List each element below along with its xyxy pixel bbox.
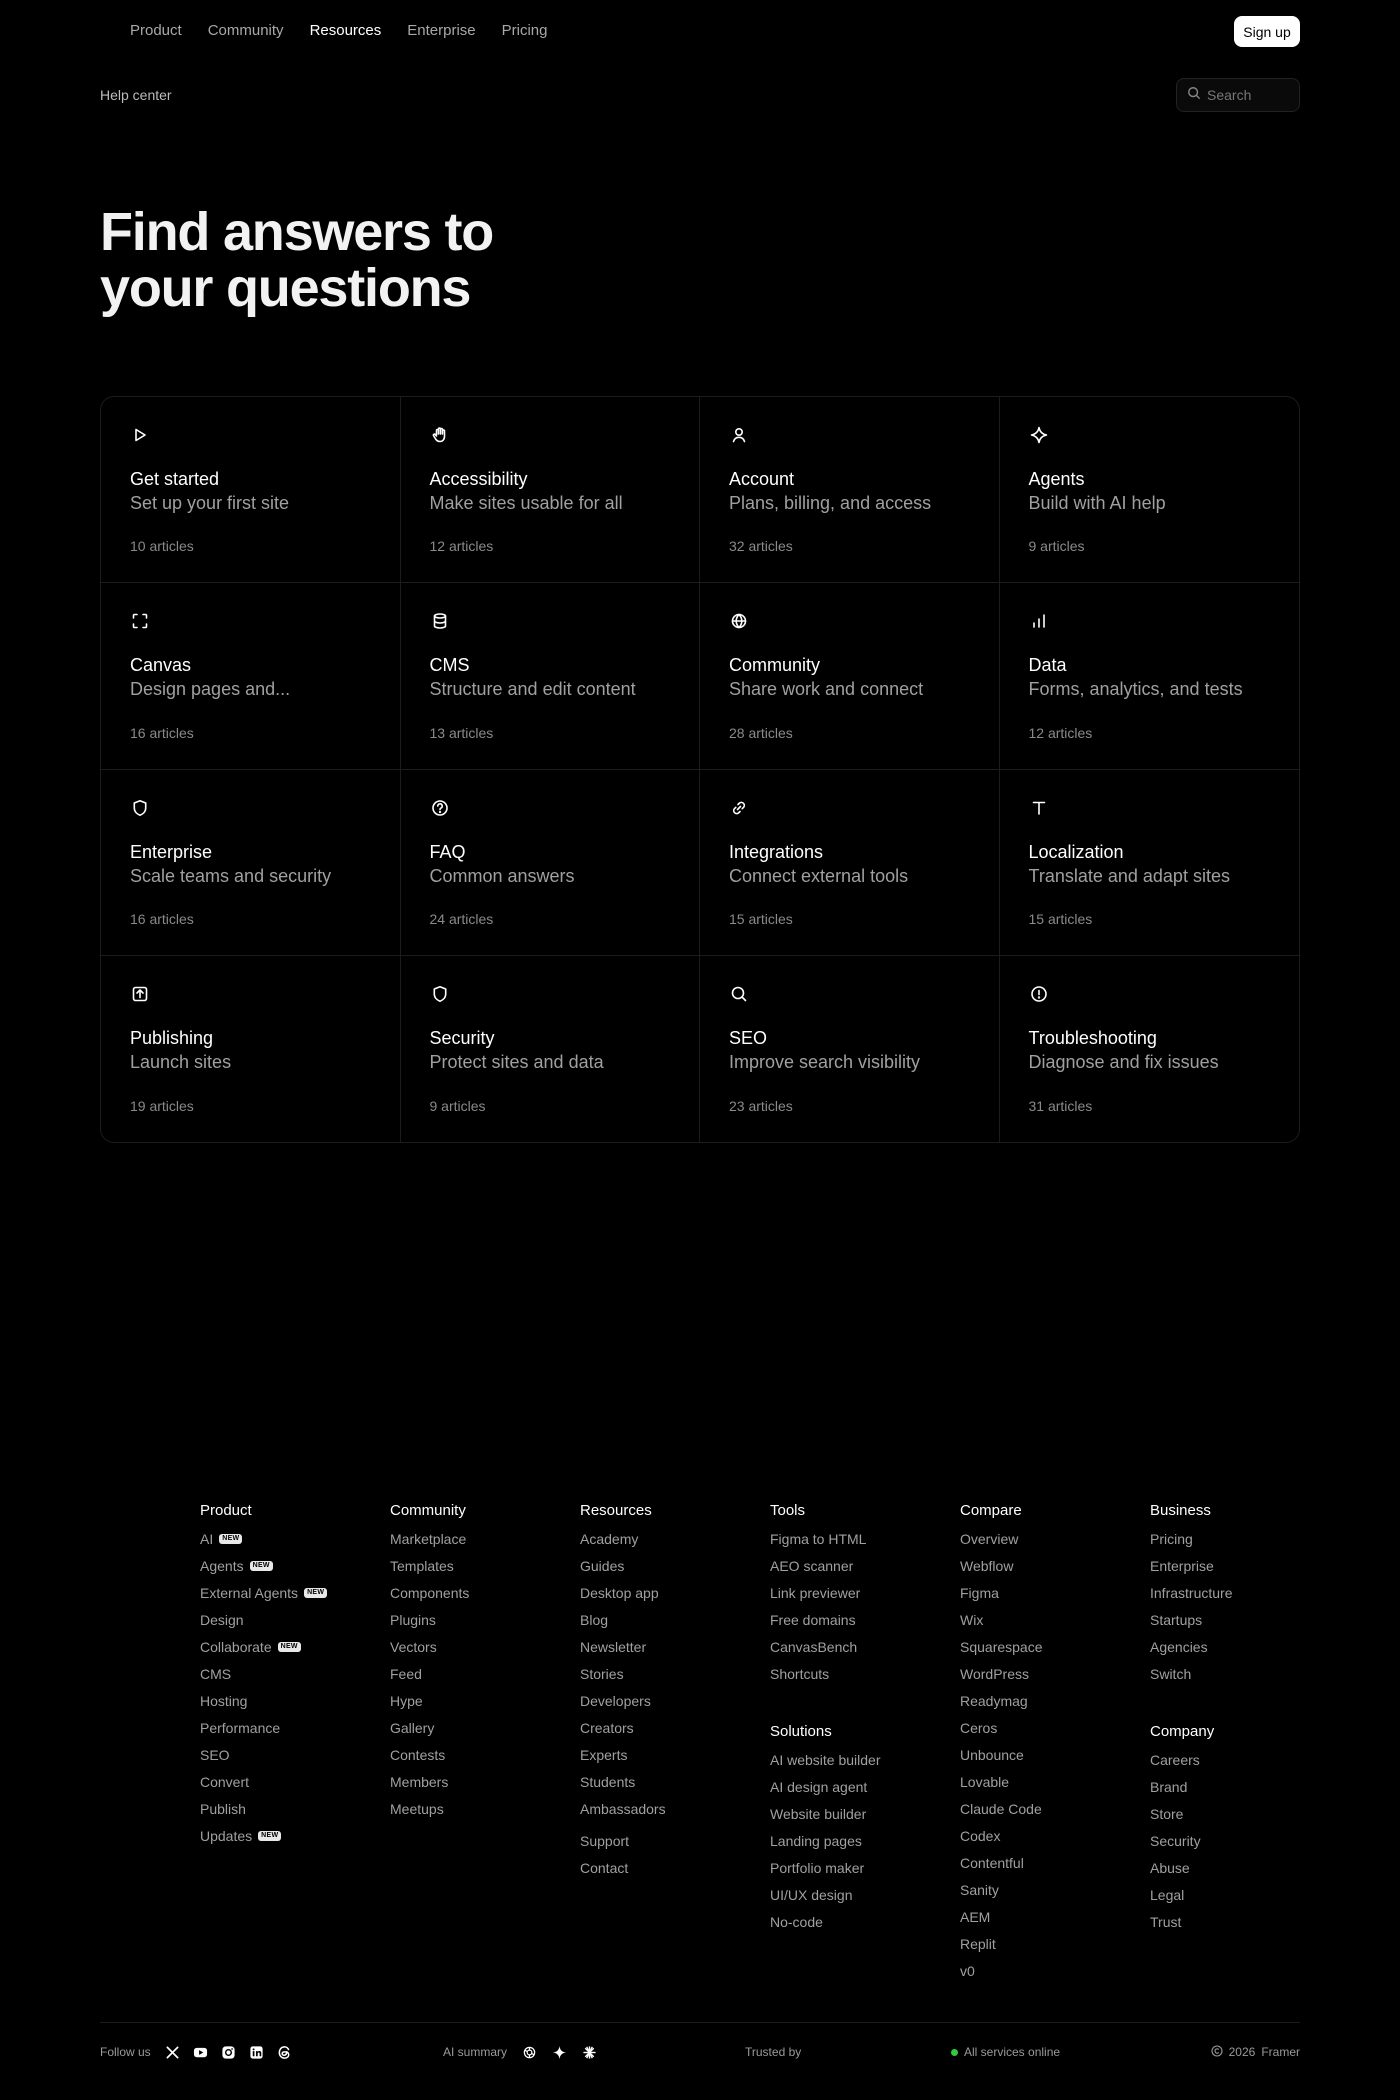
category-card-publishing[interactable] xyxy=(101,956,401,1142)
category-grid xyxy=(100,396,1300,1143)
footer-link-label: AI design agent xyxy=(770,1778,868,1795)
footer-link-external-agents[interactable] xyxy=(200,1579,380,1606)
footer-link-codex[interactable] xyxy=(960,1822,1140,1849)
footer-link-label: Developers xyxy=(580,1692,651,1709)
footer-link-careers[interactable] xyxy=(1150,1746,1330,1773)
status-label: All services online xyxy=(964,2045,1061,2059)
category-card-canvas[interactable] xyxy=(101,583,401,769)
footer-link-label: Enterprise xyxy=(1150,1557,1214,1574)
shield-icon xyxy=(130,798,150,818)
category-description: Diagnose and fix issues xyxy=(1028,1051,1219,1072)
footer-link-contests[interactable] xyxy=(390,1741,570,1768)
category-title: Troubleshooting xyxy=(1028,1027,1157,1048)
footer-col-resources xyxy=(580,1502,760,1881)
footer-link-convert[interactable] xyxy=(200,1768,380,1795)
footer-link-label: AEO scanner xyxy=(770,1557,854,1574)
footer-link-label: Creators xyxy=(580,1719,634,1736)
footer-link-label: Experts xyxy=(580,1746,628,1763)
category-description: Forms, analytics, and tests xyxy=(1028,679,1243,700)
footer-link-contentful[interactable] xyxy=(960,1849,1140,1876)
new-badge: NEW xyxy=(278,1642,301,1652)
category-title: Security xyxy=(429,1027,495,1048)
footer-link-readymag[interactable] xyxy=(960,1687,1140,1714)
footer-link-label: Ambassadors xyxy=(580,1800,666,1817)
help-subbar xyxy=(100,78,1300,112)
footer-heading-compare: Compare xyxy=(960,1502,1022,1519)
footer-link-label: Newsletter xyxy=(580,1638,647,1655)
new-badge: NEW xyxy=(219,1534,242,1544)
footer-link-label: Feed xyxy=(390,1665,422,1682)
footer-link-ai[interactable] xyxy=(200,1525,380,1552)
footer-link-landing-pages[interactable] xyxy=(770,1827,950,1854)
category-title: Get started xyxy=(130,469,220,489)
footer-link-portfolio-maker[interactable] xyxy=(770,1854,950,1881)
footer-col-business xyxy=(1150,1502,1330,1935)
footer-link-unbounce[interactable] xyxy=(960,1741,1140,1768)
globe-icon xyxy=(729,611,749,631)
footer-link-label: Convert xyxy=(200,1773,250,1790)
category-card-security[interactable] xyxy=(401,956,701,1142)
user-icon xyxy=(729,425,749,445)
footer-link-ai-website-builder[interactable] xyxy=(770,1746,950,1773)
bar-chart-icon xyxy=(1029,611,1049,631)
footer-link-startups[interactable] xyxy=(1150,1606,1330,1633)
category-card-troubleshooting[interactable] xyxy=(1000,956,1300,1142)
footer-link-label: Careers xyxy=(1150,1751,1200,1768)
category-article-count: 28 articles xyxy=(729,724,793,741)
footer-link-overview[interactable] xyxy=(960,1525,1140,1552)
footer-link-label: Squarespace xyxy=(960,1638,1043,1655)
category-article-count: 32 articles xyxy=(729,538,793,555)
footer-link-agencies[interactable] xyxy=(1150,1633,1330,1660)
footer-link-label: Legal xyxy=(1150,1886,1185,1903)
copyright xyxy=(1211,2040,1300,2064)
help-center-link[interactable]: Help center xyxy=(100,87,172,103)
footer-link-enterprise[interactable] xyxy=(1150,1552,1330,1579)
footer-heading-solutions: Solutions xyxy=(770,1723,832,1740)
category-article-count: 15 articles xyxy=(729,910,793,927)
footer-link-feed[interactable] xyxy=(390,1660,570,1687)
footer-heading-company: Company xyxy=(1150,1723,1215,1740)
footer-link-desktop-app[interactable] xyxy=(580,1579,760,1606)
footer-link-cms[interactable] xyxy=(200,1660,380,1687)
footer-link-plugins[interactable] xyxy=(390,1606,570,1633)
footer-link-label: CMS xyxy=(200,1665,232,1682)
nav-link-pricing[interactable]: Pricing xyxy=(501,22,548,39)
footer-link-label: Gallery xyxy=(390,1719,435,1736)
footer-link-label: Hosting xyxy=(200,1692,248,1709)
footer-link-label: AI xyxy=(200,1530,214,1547)
category-article-count: 23 articles xyxy=(729,1098,793,1114)
footer-divider xyxy=(100,2022,1300,2023)
footer-link-label: No-code xyxy=(770,1913,823,1930)
footer-link-label: Guides xyxy=(580,1557,625,1574)
category-description: Design pages and... xyxy=(130,679,291,700)
shield-icon xyxy=(430,984,450,1004)
footer-link-stories[interactable] xyxy=(580,1660,760,1687)
footer-link-pricing[interactable] xyxy=(1150,1525,1330,1552)
footer-link-label: Infrastructure xyxy=(1150,1584,1233,1601)
category-title: Enterprise xyxy=(130,841,213,862)
footer-link-label: Brand xyxy=(1150,1778,1188,1795)
search-input[interactable] xyxy=(1176,78,1300,112)
search-placeholder: Search xyxy=(1207,87,1252,103)
footer-link-replit[interactable] xyxy=(960,1930,1140,1957)
footer-link-label: AEM xyxy=(960,1908,991,1925)
footer-section-company xyxy=(1150,1723,1330,1935)
page-title-line-1: Find answers to xyxy=(100,202,494,262)
category-description: Share work and connect xyxy=(729,679,924,700)
footer-link-figma[interactable] xyxy=(960,1579,1140,1606)
footer-link-label: Meetups xyxy=(390,1800,444,1817)
footer-link-label: Contentful xyxy=(960,1854,1024,1871)
footer-link-agents[interactable] xyxy=(200,1552,380,1579)
page-title-line-2: your questions xyxy=(100,258,471,318)
footer-link-link-previewer[interactable] xyxy=(770,1579,950,1606)
footer-link-store[interactable] xyxy=(1150,1800,1330,1827)
footer-col-tools xyxy=(770,1502,950,1935)
linkedin-icon[interactable] xyxy=(249,2044,265,2060)
footer-link-label: Support xyxy=(580,1832,630,1849)
instagram-icon[interactable] xyxy=(221,2044,237,2060)
footer-link-aeo-scanner[interactable] xyxy=(770,1552,950,1579)
footer-link-label: Landing pages xyxy=(770,1832,862,1849)
footer-link-label: Unbounce xyxy=(960,1746,1024,1763)
ai-summary-label: AI summary xyxy=(443,2045,508,2059)
footer-link-wix[interactable] xyxy=(960,1606,1140,1633)
footer-link-label: Wix xyxy=(960,1611,984,1628)
category-description: Make sites usable for all xyxy=(429,493,623,513)
footer-link-label: Shortcuts xyxy=(770,1665,830,1682)
footer-link-contact[interactable] xyxy=(580,1854,760,1881)
footer-link-claude-code[interactable] xyxy=(960,1795,1140,1822)
category-description: Connect external tools xyxy=(729,865,909,886)
footer-heading-product: Product xyxy=(200,1502,252,1519)
footer-link-components[interactable] xyxy=(390,1579,570,1606)
search-icon xyxy=(729,984,749,1004)
category-description: Protect sites and data xyxy=(429,1051,604,1072)
footer-link-vectors[interactable] xyxy=(390,1633,570,1660)
category-card-cms[interactable] xyxy=(401,583,701,769)
footer-link-label: Startups xyxy=(1150,1611,1203,1628)
footer-link-label: Replit xyxy=(960,1935,996,1952)
category-card-data[interactable] xyxy=(1000,583,1300,769)
footer-link-students[interactable] xyxy=(580,1768,760,1795)
footer-link-label: Overview xyxy=(960,1530,1019,1547)
footer-heading-community: Community xyxy=(390,1502,466,1519)
footer-link-label: Link previewer xyxy=(770,1584,861,1601)
category-card-enterprise[interactable] xyxy=(101,770,401,956)
category-title: Account xyxy=(729,469,795,489)
service-status[interactable] xyxy=(951,2040,1060,2064)
link-icon xyxy=(729,798,749,818)
footer-col-product xyxy=(200,1502,380,1849)
footer-link-label: SEO xyxy=(200,1746,230,1763)
category-article-count: 10 articles xyxy=(130,538,194,555)
footer-link-experts[interactable] xyxy=(580,1741,760,1768)
sparkle-icon xyxy=(1029,425,1049,445)
footer-link-ai-design-agent[interactable] xyxy=(770,1773,950,1800)
frame-icon xyxy=(130,611,150,631)
footer-link-label: Components xyxy=(390,1584,470,1601)
footer-link-members[interactable] xyxy=(390,1768,570,1795)
category-article-count: 9 articles xyxy=(429,1098,486,1114)
footer-link-squarespace[interactable] xyxy=(960,1633,1140,1660)
copyright-year: 2026 xyxy=(1228,2045,1256,2059)
footer-link-label: Desktop app xyxy=(580,1584,659,1601)
category-description: Structure and edit content xyxy=(429,679,636,700)
footer-link-label: Students xyxy=(580,1773,636,1790)
footer-link-label: Webflow xyxy=(960,1557,1014,1574)
footer-link-no-code[interactable] xyxy=(770,1908,950,1935)
footer-link-academy[interactable] xyxy=(580,1525,760,1552)
category-article-count: 9 articles xyxy=(1028,538,1085,555)
new-badge: NEW xyxy=(258,1831,281,1841)
footer-section-solutions xyxy=(770,1723,950,1935)
follow-us-label: Follow us xyxy=(100,2045,151,2059)
footer-link-label: Lovable xyxy=(960,1773,1010,1790)
footer-link-label: Performance xyxy=(200,1719,281,1736)
category-description: Improve search visibility xyxy=(729,1051,921,1072)
category-article-count: 15 articles xyxy=(1028,910,1093,927)
footer-link-creators[interactable] xyxy=(580,1714,760,1741)
footer-link-label: Contact xyxy=(580,1859,629,1876)
footer-link-label: Templates xyxy=(390,1557,454,1574)
footer-link-hosting[interactable] xyxy=(200,1687,380,1714)
category-title: Integrations xyxy=(729,841,824,862)
footer-link-label: Hype xyxy=(390,1692,423,1709)
nav-link-community[interactable]: Community xyxy=(207,22,284,39)
search-icon xyxy=(1187,86,1201,105)
category-title: FAQ xyxy=(429,841,466,862)
footer-link-ambassadors[interactable] xyxy=(580,1795,760,1822)
footer-link-guides[interactable] xyxy=(580,1552,760,1579)
bottom-bar xyxy=(100,2040,1300,2064)
category-article-count: 31 articles xyxy=(1028,1098,1093,1114)
text-icon xyxy=(1029,798,1049,818)
footer-heading-business: Business xyxy=(1150,1502,1211,1519)
copyright-name: Framer xyxy=(1261,2045,1300,2059)
trusted-by: Trusted by xyxy=(745,2045,802,2059)
category-title: Data xyxy=(1028,655,1067,676)
footer-link-hype[interactable] xyxy=(390,1687,570,1714)
play-icon xyxy=(130,425,150,445)
footer-link-canvasbench[interactable] xyxy=(770,1633,950,1660)
footer-link-label: Codex xyxy=(960,1827,1001,1844)
category-article-count: 16 articles xyxy=(130,910,194,927)
footer-link-switch[interactable] xyxy=(1150,1660,1330,1687)
footer-link-security[interactable] xyxy=(1150,1827,1330,1854)
footer-link-marketplace[interactable] xyxy=(390,1525,570,1552)
category-description: Plans, billing, and access xyxy=(729,493,932,513)
category-card-accessibility[interactable] xyxy=(401,397,701,583)
status-dot-icon xyxy=(951,2049,958,2056)
upload-icon xyxy=(130,984,150,1004)
footer-link-label: Contests xyxy=(390,1746,446,1763)
category-article-count: 24 articles xyxy=(429,910,494,927)
category-description: Set up your first site xyxy=(130,493,290,513)
footer-link-ceros[interactable] xyxy=(960,1714,1140,1741)
footer-link-label: Stories xyxy=(580,1665,624,1682)
footer-link-label: Design xyxy=(200,1611,244,1628)
footer-link-label: Figma xyxy=(960,1584,999,1601)
footer-link-label: CanvasBench xyxy=(770,1638,858,1655)
footer-link-label: WordPress xyxy=(960,1665,1029,1682)
footer-link-trust[interactable] xyxy=(1150,1908,1330,1935)
footer-link-legal[interactable] xyxy=(1150,1881,1330,1908)
footer-link-label: Marketplace xyxy=(390,1530,467,1547)
footer-link-label: Ceros xyxy=(960,1719,998,1736)
threads-icon[interactable] xyxy=(277,2044,293,2060)
ai-summary xyxy=(443,2040,597,2064)
footer-link-label: Switch xyxy=(1150,1665,1192,1682)
category-card-seo[interactable] xyxy=(700,956,1000,1142)
nav-link-enterprise[interactable]: Enterprise xyxy=(407,22,476,39)
footer-link-seo[interactable] xyxy=(200,1741,380,1768)
footer-link-support[interactable] xyxy=(580,1827,760,1854)
footer-link-webflow[interactable] xyxy=(960,1552,1140,1579)
hand-icon xyxy=(430,425,450,445)
footer-link-label: Vectors xyxy=(390,1638,437,1655)
category-article-count: 13 articles xyxy=(429,724,494,741)
category-card-community[interactable] xyxy=(700,583,1000,769)
footer-link-label: Plugins xyxy=(390,1611,436,1628)
claude-icon[interactable] xyxy=(581,2044,597,2060)
footer-link-blog[interactable] xyxy=(580,1606,760,1633)
category-article-count: 12 articles xyxy=(1028,724,1093,741)
footer-link-label: v0 xyxy=(960,1962,975,1979)
category-article-count: 16 articles xyxy=(130,724,194,741)
category-title: CMS xyxy=(429,655,470,676)
footer-link-templates[interactable] xyxy=(390,1552,570,1579)
footer-link-shortcuts[interactable] xyxy=(770,1660,950,1687)
footer-link-label: Claude Code xyxy=(960,1800,1042,1817)
footer-link-label: Store xyxy=(1150,1805,1184,1822)
question-icon xyxy=(430,798,450,818)
sparkle-icon[interactable] xyxy=(551,2044,567,2060)
footer-link-label: Sanity xyxy=(960,1881,999,1898)
category-description: Scale teams and security xyxy=(130,865,332,886)
footer-link-collaborate[interactable] xyxy=(200,1633,380,1660)
footer-link-abuse[interactable] xyxy=(1150,1854,1330,1881)
category-description: Build with AI help xyxy=(1028,493,1166,513)
category-description: Translate and adapt sites xyxy=(1028,865,1230,886)
copyright-icon xyxy=(1211,2045,1223,2060)
footer-link-label: Readymag xyxy=(960,1692,1028,1709)
footer-link-label: Portfolio maker xyxy=(770,1859,865,1876)
new-badge: NEW xyxy=(304,1588,327,1598)
footer-link-label: Figma to HTML xyxy=(770,1530,867,1547)
footer-link-sanity[interactable] xyxy=(960,1876,1140,1903)
category-title: Community xyxy=(729,655,821,676)
footer-link-infrastructure[interactable] xyxy=(1150,1579,1330,1606)
footer-link-ui-ux-design[interactable] xyxy=(770,1881,950,1908)
nav-link-product[interactable]: Product xyxy=(130,22,182,39)
footer-link-wordpress[interactable] xyxy=(960,1660,1140,1687)
footer-link-label: Website builder xyxy=(770,1805,867,1822)
footer-link-label: Updates xyxy=(200,1827,253,1844)
category-article-count: 19 articles xyxy=(130,1098,194,1114)
category-card-faq[interactable] xyxy=(401,770,701,956)
category-title: Localization xyxy=(1028,841,1124,862)
alert-icon xyxy=(1029,984,1049,1004)
new-badge: NEW xyxy=(250,1561,273,1571)
footer-heading-resources: Resources xyxy=(580,1502,652,1519)
footer-col-community xyxy=(390,1502,570,1822)
category-title: Publishing xyxy=(130,1027,214,1048)
footer-link-website-builder[interactable] xyxy=(770,1800,950,1827)
footer-link-figma-to-html[interactable] xyxy=(770,1525,950,1552)
footer-link-newsletter[interactable] xyxy=(580,1633,760,1660)
category-title: SEO xyxy=(729,1027,768,1048)
footer-link-label: Free domains xyxy=(770,1611,856,1628)
category-card-account[interactable] xyxy=(700,397,1000,583)
footer-link-label: Trust xyxy=(1150,1913,1182,1930)
category-card-integrations[interactable] xyxy=(700,770,1000,956)
category-article-count: 12 articles xyxy=(429,538,494,555)
openai-icon[interactable] xyxy=(521,2044,537,2060)
footer-link-label: Publish xyxy=(200,1800,246,1817)
footer-link-label: Agents xyxy=(200,1557,244,1574)
footer-link-label: Abuse xyxy=(1150,1859,1190,1876)
footer-link-brand[interactable] xyxy=(1150,1773,1330,1800)
category-description: Launch sites xyxy=(130,1051,232,1072)
footer-heading-tools: Tools xyxy=(770,1502,806,1519)
footer-link-meetups[interactable] xyxy=(390,1795,570,1822)
x-icon[interactable] xyxy=(165,2044,181,2060)
footer-link-updates[interactable] xyxy=(200,1822,380,1849)
category-title: Canvas xyxy=(130,655,192,676)
footer-link-aem[interactable] xyxy=(960,1903,1140,1930)
footer-link-label: Collaborate xyxy=(200,1638,272,1655)
signup-button[interactable]: Sign up xyxy=(1234,16,1300,47)
footer-link-label: Agencies xyxy=(1150,1638,1208,1655)
category-title: Accessibility xyxy=(429,469,528,489)
follow-us xyxy=(100,2040,293,2064)
footer-link-gallery[interactable] xyxy=(390,1714,570,1741)
footer-link-label: Pricing xyxy=(1150,1530,1193,1547)
youtube-icon[interactable] xyxy=(193,2044,209,2060)
page-title xyxy=(100,204,600,316)
nav-link-resources[interactable]: Resources xyxy=(309,22,382,39)
footer-col-compare xyxy=(960,1502,1140,1984)
footer-link-label: Blog xyxy=(580,1611,609,1628)
footer-link-label: AI website builder xyxy=(770,1751,881,1768)
footer-link-publish[interactable] xyxy=(200,1795,380,1822)
nav-links xyxy=(130,22,548,39)
footer-link-design[interactable] xyxy=(200,1606,380,1633)
category-card-localization[interactable] xyxy=(1000,770,1300,956)
footer-link-label: Security xyxy=(1150,1832,1201,1849)
category-card-get-started[interactable] xyxy=(101,397,401,583)
footer-link-label: UI/UX design xyxy=(770,1886,853,1903)
footer-link-label: Academy xyxy=(580,1530,639,1547)
database-icon xyxy=(430,611,450,631)
top-nav xyxy=(0,0,1400,64)
category-card-agents[interactable] xyxy=(1000,397,1300,583)
footer-link-label: Members xyxy=(390,1773,449,1790)
footer-link-lovable[interactable] xyxy=(960,1768,1140,1795)
footer-link-free-domains[interactable] xyxy=(770,1606,950,1633)
category-description: Common answers xyxy=(429,865,575,886)
footer-link-v0[interactable] xyxy=(960,1957,1140,1984)
footer-link-developers[interactable] xyxy=(580,1687,760,1714)
footer-link-label: External Agents xyxy=(200,1584,299,1601)
category-title: Agents xyxy=(1028,469,1085,489)
footer-link-performance[interactable] xyxy=(200,1714,380,1741)
